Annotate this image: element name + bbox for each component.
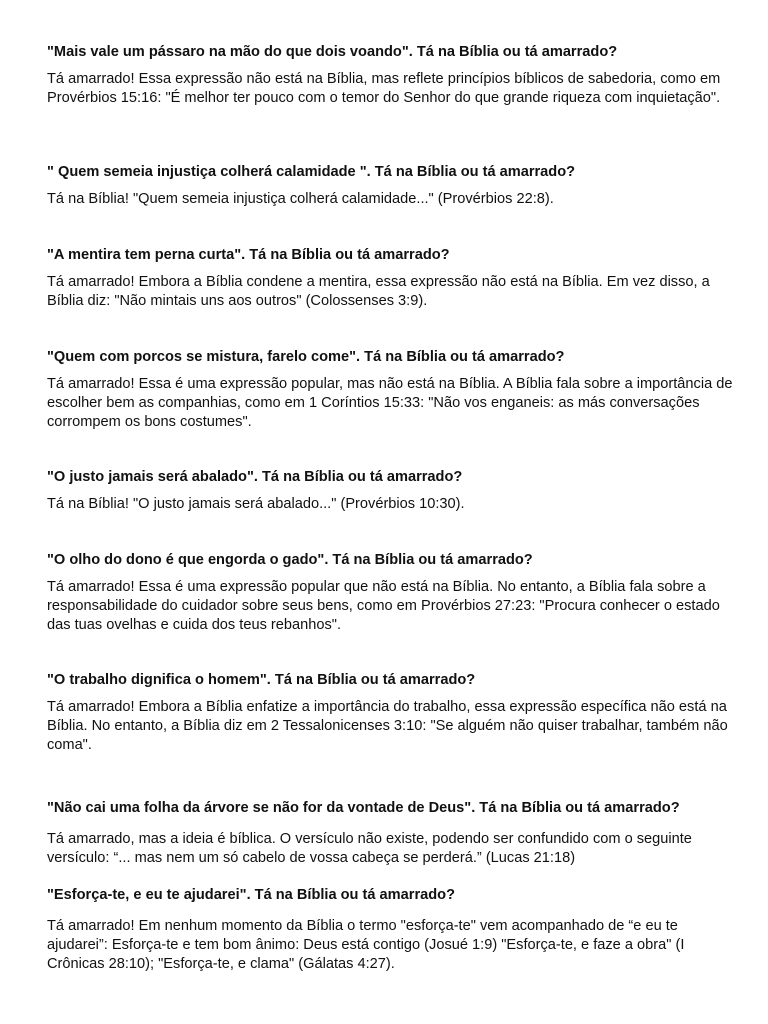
- question-heading: "O justo jamais será abalado". Tá na Bíblia ou tá amarrado?: [47, 469, 463, 485]
- question-heading: "Mais vale um pássaro na mão do que dois voando". Tá na Bíblia ou tá amarrado?: [47, 44, 618, 60]
- qa-item: [47, 886, 737, 974]
- question-heading: "O trabalho dignifica o homem". Tá na Bíblia ou tá amarrado?: [47, 672, 476, 688]
- answer-text: Tá amarrado! Embora a Bíblia condene a mentira, essa expressão não está na Bíblia. Em vez disso, a Bíblia diz: "Não mintais uns aos outros" (Colossenses 3:9).: [47, 274, 710, 309]
- answer-text: Tá amarrado! Essa expressão não está na Bíblia, mas reflete princípios bíblicos de sabedoria, como em Provérbios 15:16: "É melhor ter pouco com o temor do Senhor do que grande riqueza com inquietação".: [47, 71, 721, 106]
- qa-item: [47, 43, 737, 108]
- question-heading: "Não cai uma folha da árvore se não for da vontade de Deus". Tá na Bíblia ou tá amarrado?: [47, 800, 680, 816]
- qa-item: [47, 246, 737, 311]
- question-heading: " Quem semeia injustiça colherá calamidade ". Tá na Bíblia ou tá amarrado?: [47, 164, 576, 180]
- answer-text: Tá na Bíblia! "O justo jamais será abalado..." (Provérbios 10:30).: [47, 496, 465, 512]
- answer-text: Tá amarrado! Essa é uma expressão popular, mas não está na Bíblia. A Bíblia fala sobre a importância de escolher bem as companhias, como em 1 Coríntios 15:33: "Não vos enganeis: as más conversações corrompem os bons costumes".: [47, 376, 733, 430]
- qa-item: [47, 551, 737, 635]
- qa-item: [47, 468, 737, 514]
- qa-item: [47, 799, 737, 868]
- answer-text: Tá amarrado! Em nenhum momento da Bíblia o termo "esforça-te" vem acompanhado de “e eu te ajudarei”: Esforça-te e tem bom ânimo: Deus está contigo (Josué 1:9) "Esforça-te, e faze a obra" (I Crônicas 28:10); "Esforça-te, e clama" (Gálatas 4:27).: [47, 918, 685, 972]
- answer-text: Tá na Bíblia! "Quem semeia injustiça colherá calamidade..." (Provérbios 22:8).: [47, 191, 554, 207]
- qa-item: [47, 163, 737, 209]
- question-heading: "Esforça-te, e eu te ajudarei". Tá na Bíblia ou tá amarrado?: [47, 887, 455, 903]
- question-heading: "A mentira tem perna curta". Tá na Bíblia ou tá amarrado?: [47, 247, 450, 263]
- answer-text: Tá amarrado, mas a ideia é bíblica. O versículo não existe, podendo ser confundido com o seguinte versículo: “... mas nem um só cabelo de vossa cabeça se perderá.” (Lucas 21:18): [47, 831, 692, 866]
- answer-text: Tá amarrado! Embora a Bíblia enfatize a importância do trabalho, essa expressão específica não está na Bíblia. No entanto, a Bíblia diz em 2 Tessalonicenses 3:10: "Se alguém não quiser trabalhar, também não coma".: [47, 699, 728, 753]
- answer-text: Tá amarrado! Essa é uma expressão popular que não está na Bíblia. No entanto, a Bíblia fala sobre a responsabilidade do cuidador sobre seus bens, como em Provérbios 27:23: "Procura conhecer o estado das tuas ovelhas e cuida dos teus rebanhos".: [47, 579, 720, 633]
- question-heading: "O olho do dono é que engorda o gado". Tá na Bíblia ou tá amarrado?: [47, 552, 533, 568]
- qa-item: [47, 671, 737, 755]
- qa-item: [47, 348, 737, 432]
- question-heading: "Quem com porcos se mistura, farelo come". Tá na Bíblia ou tá amarrado?: [47, 349, 565, 365]
